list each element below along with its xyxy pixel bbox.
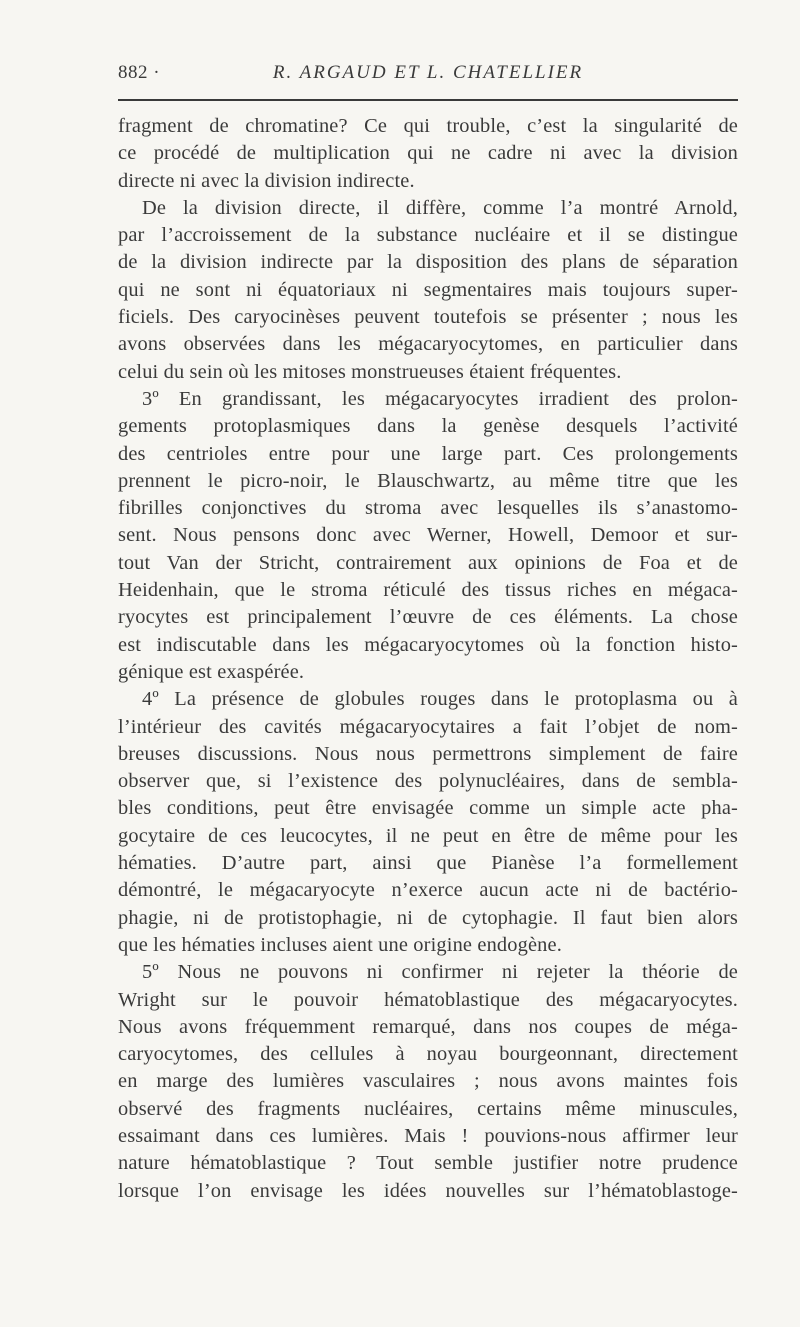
text-line: observé des fragments nucléaires, certains même minuscules, [118, 1097, 738, 1120]
text-line: ryocytes est principalement l’œuvre de ces éléments. La chose [118, 606, 738, 629]
text-line: phagie, ni de protistophagie, ni de cytophagie. Il faut bien alors [118, 906, 738, 929]
text-line: hématies. D’autre part, ainsi que Pianèse l’a formellement [118, 852, 738, 875]
header-rule [118, 99, 738, 101]
text-line: démontré, le mégacaryocyte n’exerce aucun acte ni de bactério- [118, 879, 738, 902]
text-line: avons observées dans les mégacaryocytomes, en particulier dans [118, 333, 738, 356]
paragraph-first-line: 5º Nous ne pouvons ni confirmer ni rejeter la théorie de [142, 961, 738, 984]
text-line: tout Van der Stricht, contrairement aux opinions de Foa et de [118, 551, 738, 574]
text-line: Wright sur le pouvoir hématoblastique des mégacaryocytes. [118, 988, 738, 1011]
text-line: est indiscutable dans les mégacaryocytomes où la fonction histo- [118, 633, 738, 656]
text-line: qui ne sont ni équatoriaux ni segmentaires mais toujours super- [118, 278, 738, 301]
running-head: R. ARGAUD ET L. CHATELLIER [272, 62, 584, 83]
page-number: 882 · [118, 62, 161, 83]
text-line: Heidenhain, que le stroma réticulé des tissus riches en mégaca- [118, 579, 738, 602]
text-line: breuses discussions. Nous nous permettrons simplement de faire [118, 742, 738, 765]
text-line: fragment de chromatine? Ce qui trouble, c’est la singularité de [118, 115, 738, 137]
text-line: ficiels. Des caryocinèses peuvent toutefois se présenter ; nous les [118, 306, 738, 329]
text-line: par l’accroissement de la substance nucléaire et il se distingue [118, 224, 738, 247]
text-line: de la division indirecte par la disposition des plans de séparation [118, 251, 738, 274]
text-line: que les hématies incluses aient une origine endogène. [118, 933, 562, 956]
text-line: directe ni avec la division indirecte. [118, 169, 415, 192]
text-line: Nous avons fréquemment remarqué, dans nos coupes de méga- [118, 1015, 738, 1038]
text-line: des centrioles entre pour une large part. Ces prolongements [118, 442, 738, 465]
text-line: celui du sein où les mitoses monstrueuses étaient fréquentes. [118, 360, 622, 383]
text-line: sent. Nous pensons donc avec Werner, Howell, Demoor et sur- [118, 524, 738, 547]
text-line: lorsque l’on envisage les idées nouvelles sur l’hématoblastoge- [118, 1179, 738, 1202]
text-line: en marge des lumières vasculaires ; nous avons maintes fois [118, 1070, 738, 1093]
text-line: bles conditions, peut être envisagée comme un simple acte pha- [118, 797, 738, 820]
text-line: essaimant dans ces lumières. Mais ! pouvions-nous affirmer leur [118, 1124, 738, 1147]
body-text [118, 113, 738, 1205]
paragraph-first-line: 4º La présence de globules rouges dans le protoplasma ou à [142, 688, 738, 711]
text-line: nature hématoblastique ? Tout semble justifier notre prudence [118, 1152, 738, 1175]
text-line: fibrilles conjonctives du stroma avec lesquelles ils s’anastomo- [118, 497, 738, 520]
text-line: caryocytomes, des cellules à noyau bourgeonnant, directement [118, 1043, 738, 1066]
paragraph-first-line: 3º En grandissant, les mégacaryocytes irradient des prolon- [142, 387, 738, 410]
text-line: gocytaire de ces leucocytes, il ne peut en être de même pour les [118, 824, 738, 847]
text-line: prennent le picro-noir, le Blauschwartz, au même titre que les [118, 469, 738, 492]
text-line: génique est exaspérée. [118, 660, 305, 683]
text-line: l’intérieur des cavités mégacaryocytaires a fait l’objet de nom- [118, 715, 738, 738]
text-line: ce procédé de multiplication qui ne cadre ni avec la division [118, 142, 738, 165]
text-line: gements protoplasmiques dans la genèse desquels l’activité [118, 415, 738, 438]
page-header [118, 62, 738, 90]
text-line: observer que, si l’existence des polynucléaires, dans de sembla- [118, 770, 738, 793]
paragraph-first-line: De la division directe, il diffère, comme l’a montré Arnold, [142, 196, 738, 219]
